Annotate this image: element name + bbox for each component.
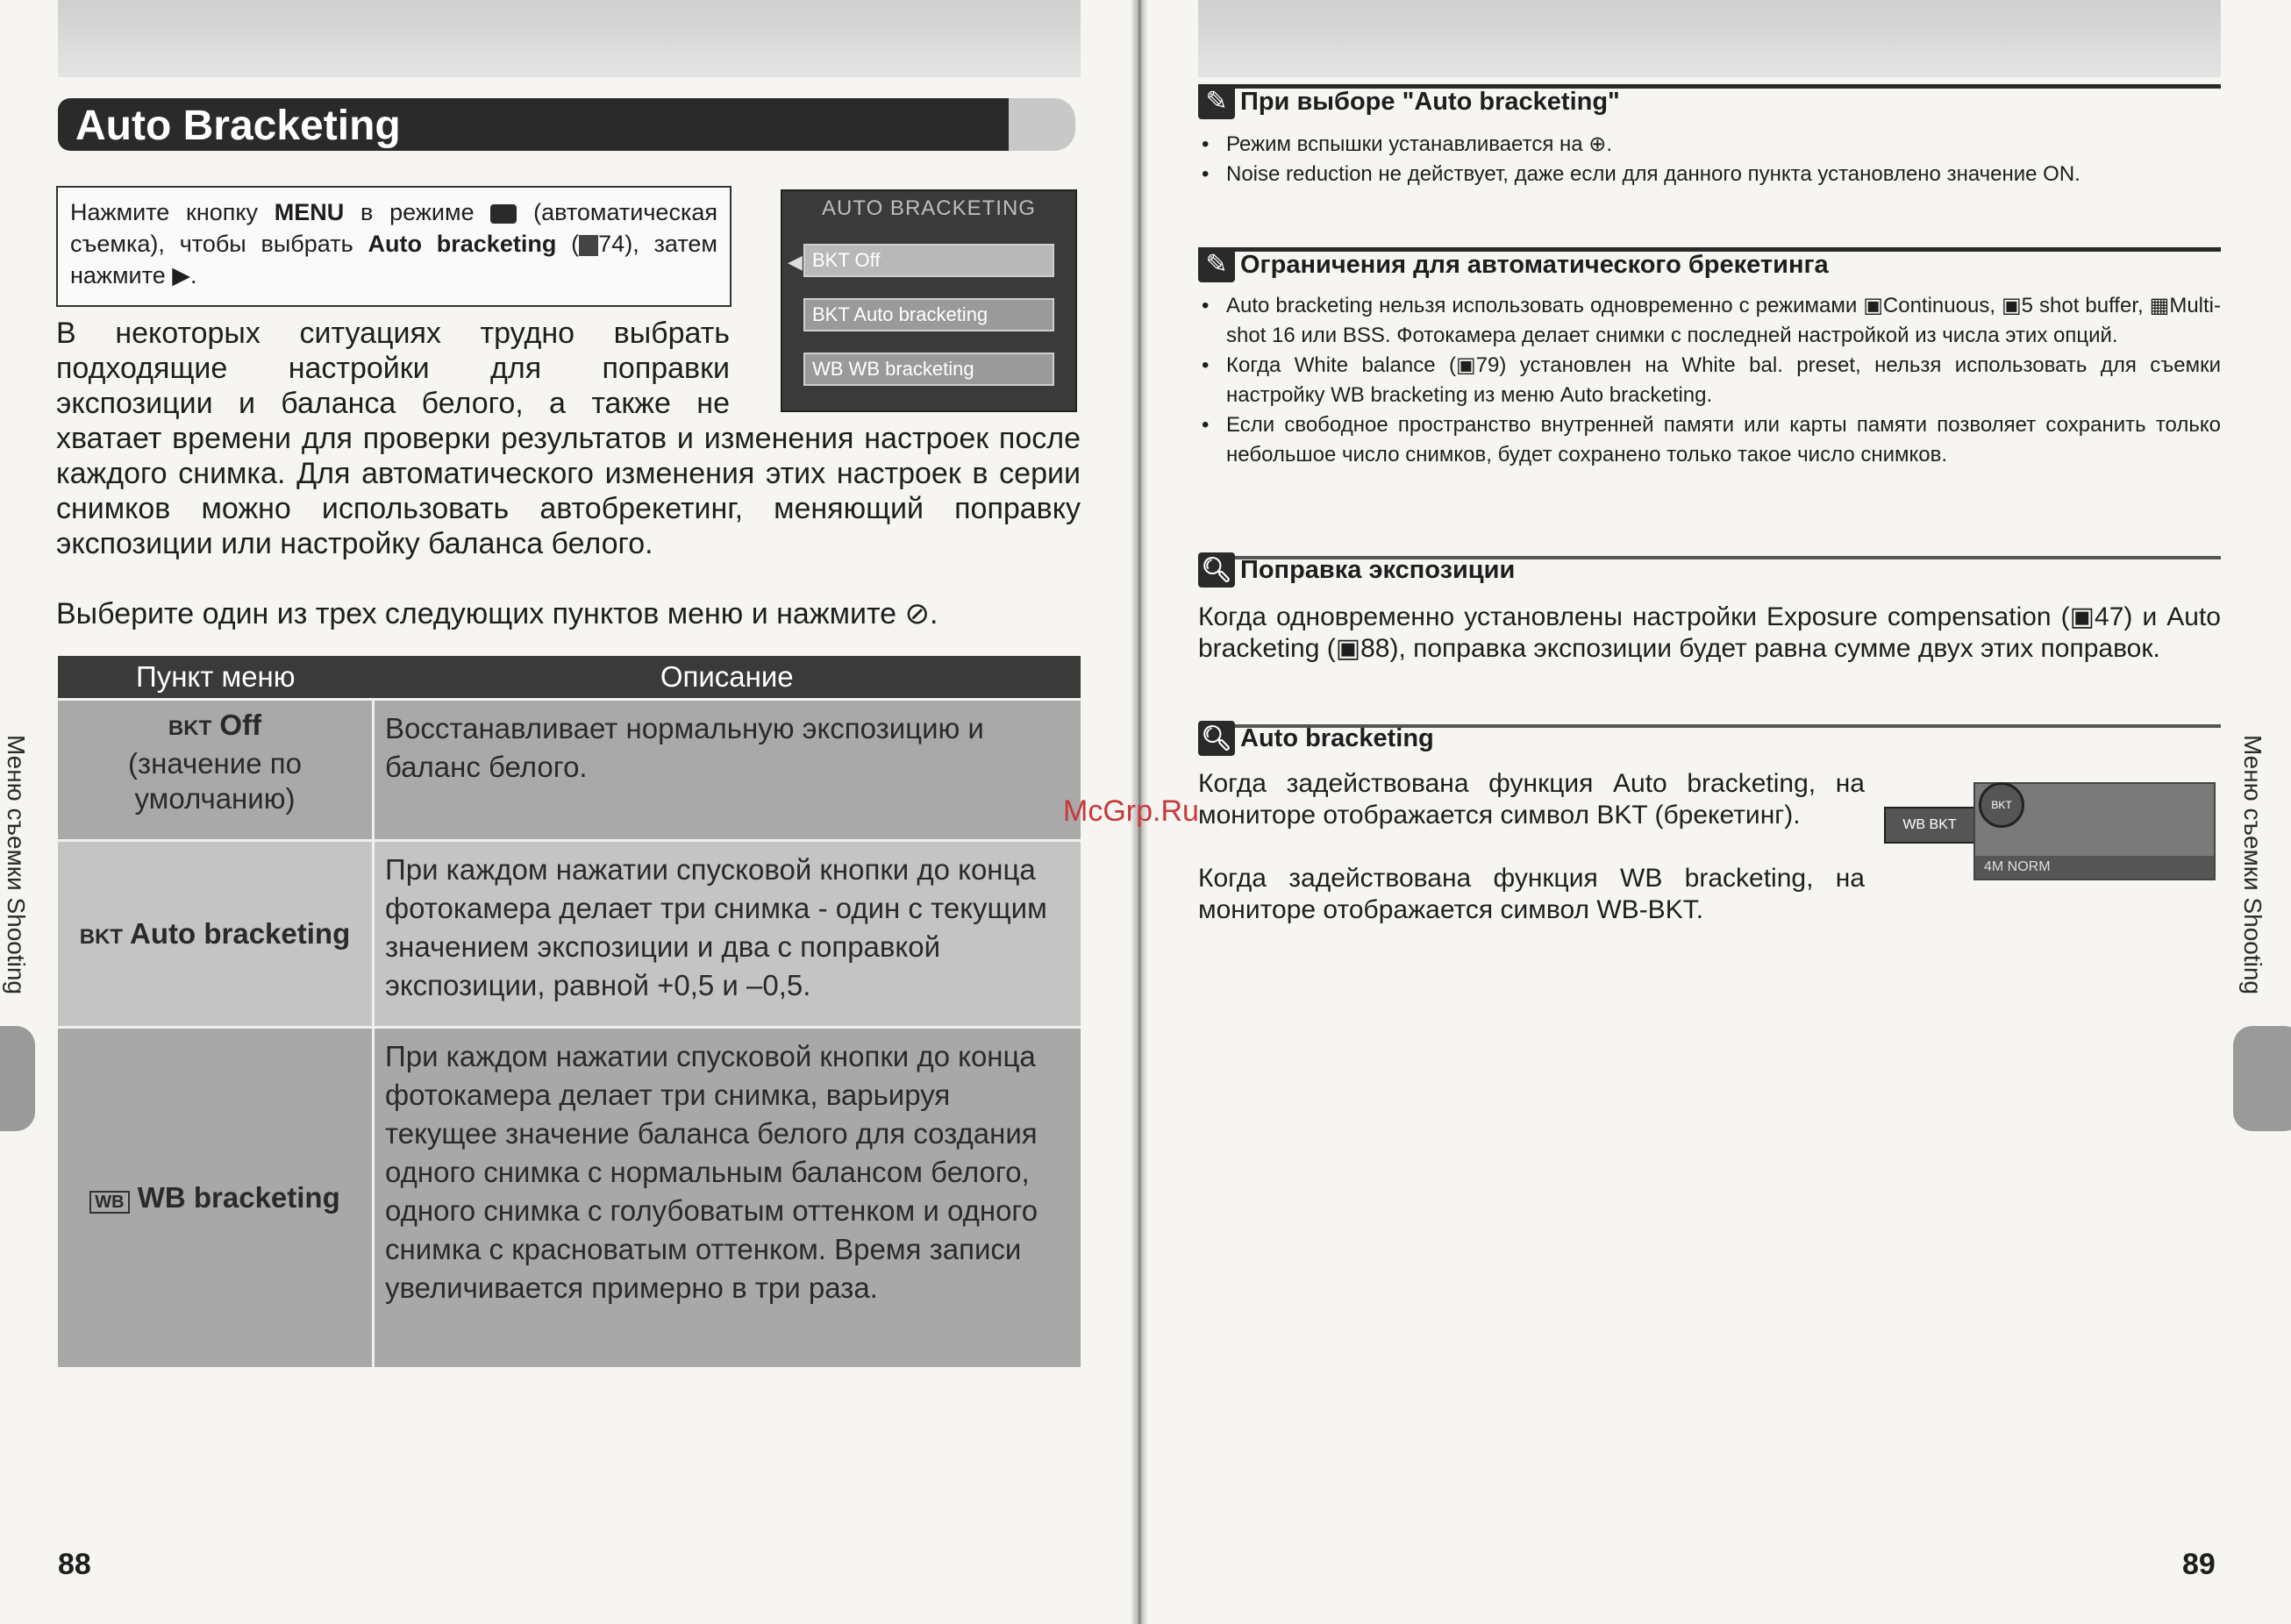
lcd-item-off: BKT Off <box>803 244 1054 277</box>
table-row <box>58 841 1081 1028</box>
row-desc-off: Восстанавливает нормальную экспозицию и баланс белого. <box>374 700 1081 841</box>
book-icon <box>579 235 598 256</box>
intro-auto-bracketing: Auto bracketing <box>368 231 557 257</box>
list-item: • Auto bracketing нельзя использовать одновременно с режимами ▣Continuous, ▣5 shot buffer, ▦Multi-shot 16 или BSS. Фотокамера делает снимки с последней настройкой из числа этих опций. <box>1198 291 2221 351</box>
section3-text: Когда одновременно установлены настройки Exposure compensation (▣47) и Auto bracketing (▣88), поправка экспозиции будет равна сумме двух этих поправок. <box>1198 602 2221 663</box>
left-top-band <box>58 0 1081 77</box>
pencil-icon: ✎ <box>1198 247 1235 282</box>
row-item-auto-bracketing: Auto bracketing <box>130 917 351 950</box>
note1-heading-text: При выборе "Auto bracketing" <box>1240 87 1620 116</box>
pencil-icon: ✎ <box>1198 84 1235 119</box>
intro-text-4: ( <box>556 231 580 257</box>
wb-bkt-badge: WB BKT <box>1884 807 1975 844</box>
page-number-left: 88 <box>58 1548 91 1581</box>
bkt-circle-indicator: BKT <box>1979 782 2024 828</box>
lcd-title: AUTO BRACKETING <box>822 196 1036 220</box>
paragraph-1 <box>56 316 1081 561</box>
paragraph-1-text: В некоторых ситуациях трудно выбрать подходящие настройки для поправки экспозиции и баланса белого, а также не хватает времени для проверки результатов и изменения настроек после каждого снимка. Для автоматического изменения этих настроек в серии снимков можно использовать автобрекетинг, меняющий поправку экспозиции или настройку баланса белого. <box>56 317 1081 560</box>
monitor-status-bar: 4M NORM <box>1975 856 2214 879</box>
list-item: • Режим вспышки устанавливается на ⊕. <box>1198 130 2221 160</box>
intro-menu: MENU <box>274 199 345 225</box>
monitor-screen <box>1973 782 2216 880</box>
bkt-icon: BKT <box>168 716 212 740</box>
row-item-wb-bracketing: WB bracketing <box>137 1181 340 1214</box>
table-header-desc: Описание <box>374 656 1081 700</box>
lcd-item-wb-bracketing: WB WB bracketing <box>803 353 1054 386</box>
left-side-tab <box>0 1026 35 1131</box>
magnifier-icon: 🔍︎ <box>1198 552 1235 588</box>
row-desc-wb-bracketing: При каждом нажатии спусковой кнопки до конца фотокамера делает три снимка, варьируя текущее значение баланса белого для создания одного снимка с нормальным балансом белого, одного снимка с голубоватым оттенком и одного снимка с красноватым оттенком. Время записи увеличивается примерно в три раза. <box>374 1028 1081 1368</box>
page-title-bar <box>58 98 1075 151</box>
row-item-off: Off <box>219 709 262 741</box>
magnifier-icon: 🔍︎ <box>1198 721 1235 756</box>
section4-heading <box>1198 721 1434 756</box>
section4-heading-text: Auto bracketing <box>1240 723 1434 752</box>
intro-text-5: ), затем нажмите ▶. <box>70 231 717 288</box>
row-desc-auto-bracketing: При каждом нажатии спусковой кнопки до конца фотокамера делает три снимка - один с текущим значением экспозиции и два с поправкой экспозиции, равной +0,5 и –0,5. <box>374 841 1081 1028</box>
list-item: • Noise reduction не действует, даже если для данного пункта установлено значение ON. <box>1198 160 2221 189</box>
right-top-band <box>1198 0 2221 77</box>
intro-text-1: Нажмите кнопку <box>70 199 275 225</box>
note2-heading <box>1198 247 1829 282</box>
table-row <box>58 1028 1081 1368</box>
section3-heading-text: Поправка экспозиции <box>1240 555 1516 584</box>
lcd-item-auto-bracketing: BKT Auto bracketing <box>803 298 1054 331</box>
menu-table <box>58 656 1081 1367</box>
bkt-icon: BKT <box>79 925 124 949</box>
watermark: McGrp.Ru <box>1063 794 1199 828</box>
section3-heading <box>1198 552 1515 588</box>
intro-box <box>56 186 732 307</box>
lcd-left-arrow-icon: ◀ <box>788 251 803 273</box>
note2-list <box>1198 291 2221 470</box>
table-row <box>58 700 1081 841</box>
intro-page-ref: 74 <box>598 231 625 257</box>
paragraph-2: Выберите один из трех следующих пунктов меню и нажмите ⊘. <box>56 597 939 630</box>
page-number-right: 89 <box>2182 1548 2216 1581</box>
note1-list <box>1198 130 2221 189</box>
list-item: • Когда White balance (▣79) установлен на White bal. preset, нельзя использовать для съемки настройку WB bracketing из меню Auto bracketing. <box>1198 351 2221 410</box>
note1-heading <box>1198 84 1620 119</box>
table-header-item: Пункт меню <box>58 656 374 700</box>
title-tab-decoration <box>1009 98 1075 151</box>
row-item-note: (значение по умолчанию) <box>128 747 302 815</box>
wb-icon: WB <box>89 1191 129 1214</box>
page-title: Auto Bracketing <box>75 103 401 149</box>
section4-text-2: Когда задействована функция WB bracketing, на мониторе отображается символ WB-BKT. <box>1198 864 1865 924</box>
section4-text-1: Когда задействована функция Auto bracketing, на мониторе отображается символ BKT (брекетинг). <box>1198 769 1865 830</box>
camera-icon <box>490 204 517 224</box>
right-side-tab <box>2233 1026 2291 1131</box>
left-side-label: Меню съемки Shooting <box>2 735 30 994</box>
intro-text-2: в режиме <box>344 199 491 225</box>
list-item: • Если свободное пространство внутренней памяти или карты памяти позволяет сохранить только небольшое число снимков, будет сохранено только такое число снимков. <box>1198 410 2221 470</box>
note2-heading-text: Ограничения для автоматического брекетинга <box>1240 250 1829 279</box>
intro-text-3: (автоматическая съемка), чтобы выбрать <box>70 199 717 257</box>
right-side-label: Меню съемки Shooting <box>2238 735 2266 994</box>
